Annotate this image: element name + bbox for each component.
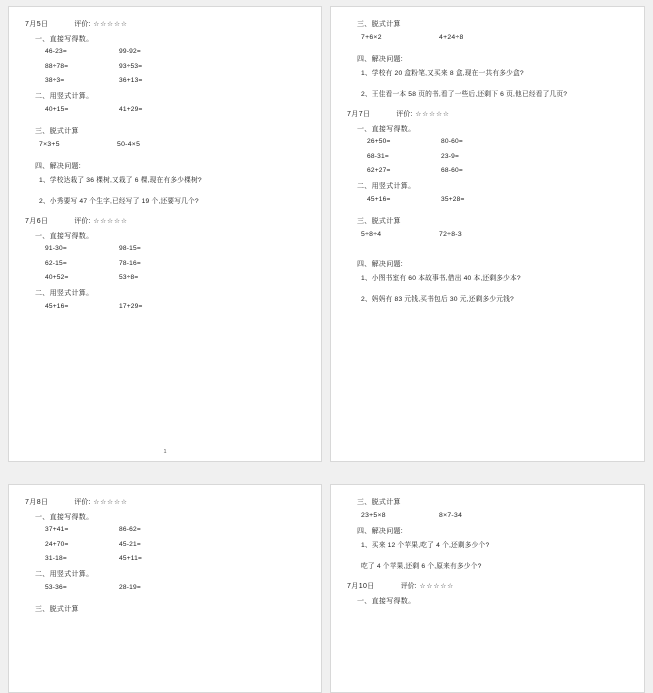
section-word-title: 四、解决问题: bbox=[35, 163, 82, 171]
word-problem: 1、买来 12 个苹果,吃了 4 个,还剩多少个? bbox=[361, 541, 490, 549]
section-oral-title: 一、直接写得数。 bbox=[357, 125, 416, 133]
question-cell: 91-30= bbox=[45, 245, 67, 253]
word-problem: 2、妈妈有 83 元钱,买书包后 30 元,还剩多少元钱? bbox=[361, 295, 514, 303]
question-row bbox=[45, 541, 309, 548]
rating-label: 评价: bbox=[396, 110, 413, 118]
section-oral-title: 一、直接写得数。 bbox=[35, 232, 94, 240]
question-row bbox=[361, 231, 632, 238]
section-mixed-title: 三、脱式计算 bbox=[357, 499, 401, 506]
question-cell: 99-92= bbox=[119, 48, 141, 56]
question-cell: 62+27= bbox=[367, 166, 391, 174]
word-problem: 2、小秀要写 47 个生字,已经写了 19 个,还要写几个? bbox=[39, 197, 199, 205]
date-line bbox=[25, 21, 309, 29]
question-row bbox=[39, 141, 309, 148]
question-cell: 46-23= bbox=[45, 48, 67, 56]
word-problems bbox=[347, 274, 632, 304]
question-cell: 86-62= bbox=[119, 526, 141, 534]
question-cell: 36+13= bbox=[119, 76, 143, 84]
question-row bbox=[45, 526, 309, 533]
section-oral-title: 一、直接写得数。 bbox=[35, 513, 94, 521]
section-vertical-title: 二、用竖式计算。 bbox=[35, 93, 94, 101]
question-cell: 72÷8-3 bbox=[439, 230, 462, 238]
document-page-4 bbox=[330, 484, 645, 693]
word-problem: 2、王佳看一本 58 页的书,看了一些后,还剩下 6 页,他已经看了几页? bbox=[361, 90, 568, 98]
vertical-questions bbox=[347, 196, 632, 203]
date-line bbox=[25, 218, 309, 226]
question-row bbox=[361, 34, 632, 41]
question-row bbox=[45, 555, 309, 562]
question-cell: 23-9= bbox=[441, 152, 460, 160]
rating-stars: ☆☆☆☆☆ bbox=[93, 21, 128, 28]
rating-stars: ☆☆☆☆☆ bbox=[415, 110, 450, 118]
section-mixed-title: 三、脱式计算 bbox=[357, 21, 401, 28]
page-number: 1 bbox=[163, 449, 167, 455]
section-mixed-title: 三、脱式计算 bbox=[35, 606, 79, 614]
mixed-questions bbox=[347, 512, 632, 519]
question-cell: 38÷3= bbox=[45, 76, 65, 84]
question-row bbox=[45, 303, 309, 310]
word-problems bbox=[347, 541, 632, 571]
section-mixed-title: 三、脱式计算 bbox=[35, 128, 79, 136]
question-cell: 40+52= bbox=[45, 273, 69, 281]
date-label: 7月8日 bbox=[25, 499, 49, 506]
question-cell: 5÷8÷4 bbox=[361, 230, 382, 238]
word-problems bbox=[347, 69, 632, 99]
question-cell: 8×7-34 bbox=[439, 511, 463, 519]
question-cell: 35+28= bbox=[441, 195, 465, 203]
section-oral-title: 一、直接写得数。 bbox=[35, 35, 94, 43]
rating-stars: ☆☆☆☆☆ bbox=[93, 218, 128, 225]
section-word-title: 四、解决问题: bbox=[357, 56, 404, 64]
date-label: 7月10日 bbox=[347, 582, 375, 590]
word-problems bbox=[25, 176, 309, 206]
question-row bbox=[367, 196, 632, 203]
question-cell: 45+16= bbox=[367, 195, 391, 203]
word-problem: 1、学校达栽了 36 棵树,又栽了 6 棵,现在有多少棵树? bbox=[39, 176, 202, 184]
rating-label: 评价: bbox=[400, 582, 417, 590]
section-vertical-title: 二、用竖式计算。 bbox=[357, 183, 416, 191]
rating-label: 评价: bbox=[74, 499, 91, 506]
question-row bbox=[45, 274, 309, 281]
question-row bbox=[367, 167, 632, 174]
word-problem: 吃了 4 个苹果,还剩 6 个,原来有多少个? bbox=[361, 562, 482, 570]
question-cell: 80-60= bbox=[441, 138, 463, 146]
question-cell: 31-18= bbox=[45, 554, 67, 562]
question-cell: 4+24÷8 bbox=[439, 33, 464, 41]
date-line bbox=[25, 499, 309, 507]
section-mixed-title: 三、脱式计算 bbox=[357, 218, 401, 225]
question-cell: 45+16= bbox=[45, 302, 69, 310]
question-row bbox=[45, 77, 309, 84]
document-page-1 bbox=[8, 6, 322, 462]
question-cell: 24+70= bbox=[45, 540, 69, 548]
question-cell: 53÷8= bbox=[119, 273, 139, 281]
section-oral-title: 一、直接写得数。 bbox=[357, 597, 416, 605]
date-label: 7月7日 bbox=[347, 110, 371, 118]
section-word-title: 四、解决问题: bbox=[357, 528, 404, 536]
question-row bbox=[367, 138, 632, 145]
question-cell: 26+50= bbox=[367, 138, 391, 146]
question-cell: 78-16= bbox=[119, 259, 141, 267]
question-cell: 88÷78= bbox=[45, 62, 69, 70]
oral-questions bbox=[347, 138, 632, 174]
question-cell: 45-21= bbox=[119, 540, 141, 548]
date-line bbox=[347, 111, 632, 119]
question-row bbox=[45, 260, 309, 267]
question-cell: 28-19= bbox=[119, 583, 141, 591]
question-cell: 93÷53= bbox=[119, 62, 143, 70]
mixed-questions bbox=[347, 34, 632, 41]
question-cell: 7×3+5 bbox=[39, 140, 60, 148]
question-cell: 50-4×5 bbox=[117, 140, 141, 148]
date-line bbox=[347, 583, 632, 591]
question-cell: 45+11= bbox=[119, 554, 143, 562]
question-cell: 98-15= bbox=[119, 245, 141, 253]
question-cell: 68-31= bbox=[367, 152, 389, 160]
vertical-questions bbox=[25, 584, 309, 591]
question-row bbox=[45, 245, 309, 252]
question-cell: 68-60= bbox=[441, 166, 463, 174]
document-page-2 bbox=[330, 6, 645, 462]
question-cell: 40+15= bbox=[45, 105, 69, 113]
date-label: 7月5日 bbox=[25, 21, 49, 28]
question-cell: 17+29= bbox=[119, 302, 143, 310]
question-row bbox=[45, 48, 309, 55]
document-page-3 bbox=[8, 484, 322, 693]
question-row bbox=[361, 512, 632, 519]
question-cell: 37+41= bbox=[45, 526, 69, 534]
word-problem: 1、小图书室有 60 本故事书,借出 40 本,还剩多少本? bbox=[361, 274, 521, 282]
vertical-questions bbox=[25, 106, 309, 113]
rating-label: 评价: bbox=[74, 218, 91, 225]
mixed-questions bbox=[25, 141, 309, 148]
vertical-questions bbox=[25, 303, 309, 310]
question-row bbox=[367, 153, 632, 160]
rating-stars: ☆☆☆☆☆ bbox=[419, 582, 455, 590]
rating-stars: ☆☆☆☆☆ bbox=[93, 499, 128, 506]
question-row bbox=[45, 63, 309, 70]
section-vertical-title: 二、用竖式计算。 bbox=[35, 571, 94, 579]
question-cell: 62-15= bbox=[45, 259, 67, 267]
question-cell: 7+6×2 bbox=[361, 33, 382, 41]
section-word-title: 四、解决问题: bbox=[357, 261, 404, 269]
section-vertical-title: 二、用竖式计算。 bbox=[35, 290, 94, 298]
oral-questions bbox=[25, 526, 309, 562]
question-cell: 23+5×8 bbox=[361, 511, 386, 519]
word-problem: 1、学校有 20 盒粉笔,又买来 8 盒,现在一共有多少盒? bbox=[361, 69, 524, 77]
question-cell: 41+29= bbox=[119, 105, 143, 113]
rating-label: 评价: bbox=[74, 21, 91, 28]
date-label: 7月6日 bbox=[25, 218, 49, 225]
question-cell: 53-36= bbox=[45, 583, 67, 591]
oral-questions bbox=[25, 245, 309, 281]
oral-questions bbox=[25, 48, 309, 84]
question-row bbox=[45, 106, 309, 113]
question-row bbox=[45, 584, 309, 591]
mixed-questions bbox=[347, 231, 632, 238]
